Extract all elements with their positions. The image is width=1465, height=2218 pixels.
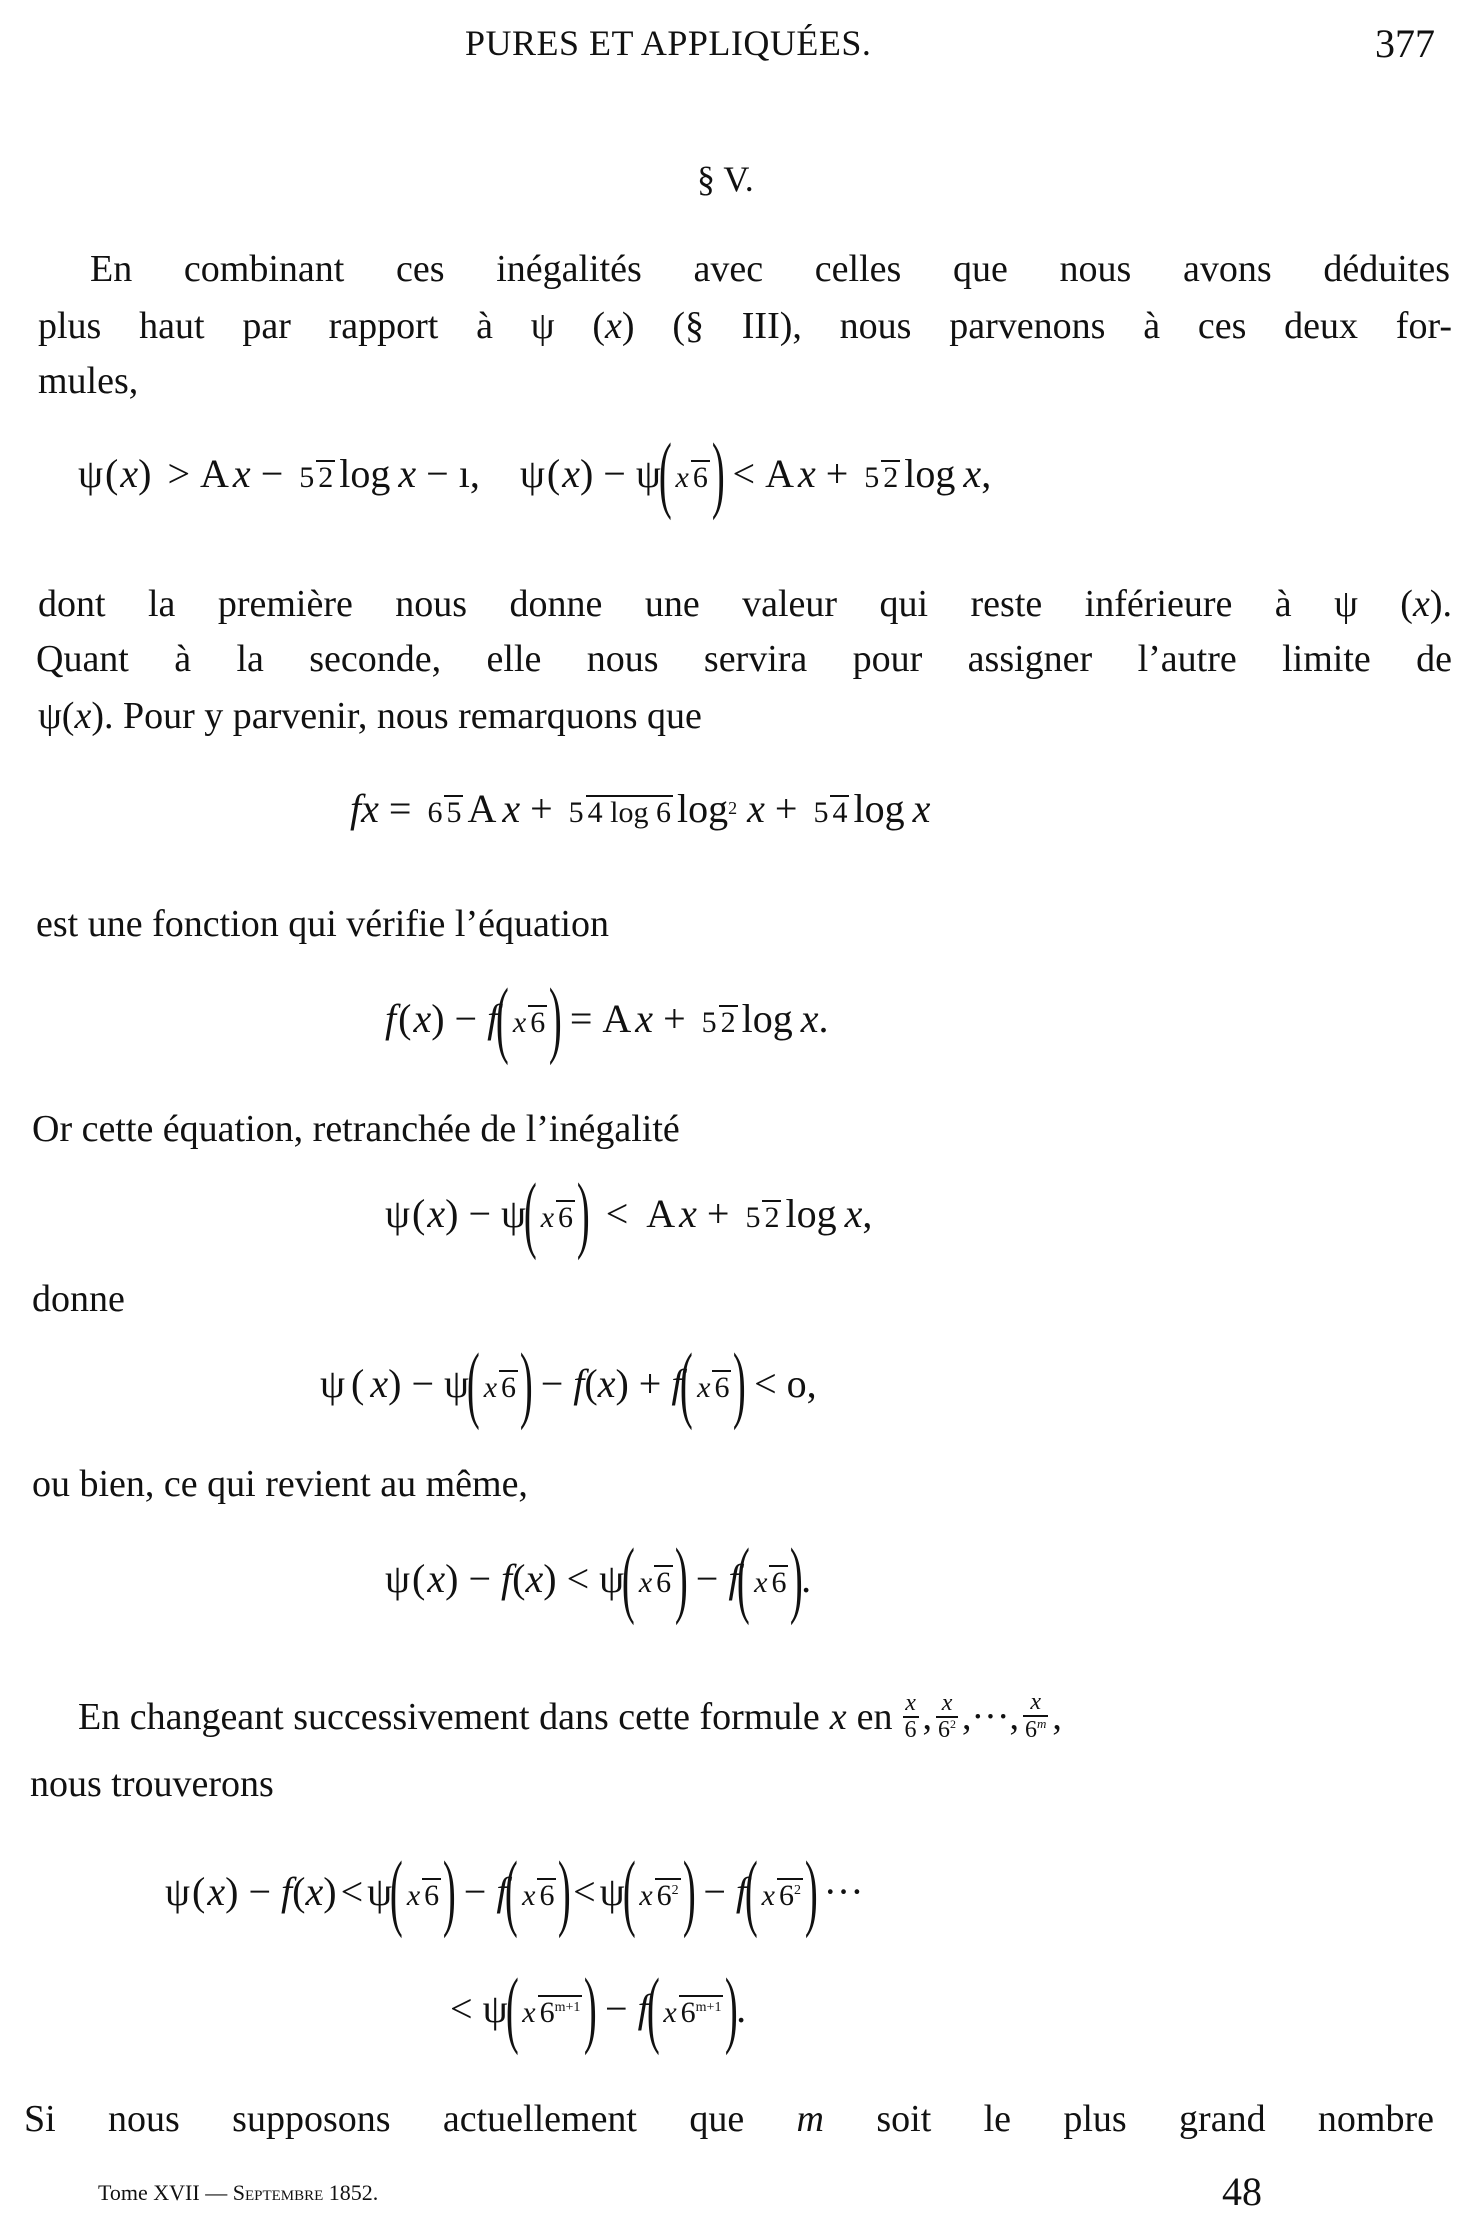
running-title: PURES ET APPLIQUÉES. bbox=[465, 23, 872, 63]
paragraph-line: Or cette équation, retranchée de l’inégalité bbox=[32, 1108, 680, 1150]
paragraph-line: dont la première nous donne une valeur qui reste inférieure à ψ (x). bbox=[38, 583, 1452, 625]
equation-5: ψ ( x ) − ψ ( x 6 ) − f ( x ) + f ( x 6 ) < o , bbox=[320, 1335, 817, 1431]
paragraph-line: ou bien, ce qui revient au même, bbox=[32, 1463, 528, 1505]
equation-6: ψ ( x ) − f ( x ) < ψ ( x 6 ) − f ( x 6 ) . bbox=[385, 1530, 812, 1626]
equation-4: ψ ( x ) − ψ ( x 6 ) < A x + 5 2 log x , bbox=[385, 1165, 873, 1261]
equation-7-line-2: < ψ ( x 6m+1 ) − f ( x 6m+1 ) . bbox=[450, 1960, 747, 2056]
footer-signature-mark: 48 bbox=[1222, 2169, 1262, 2214]
footer-volume-date: Tome XVII — Septembre 1852. bbox=[98, 2180, 379, 2205]
equation-3: f ( x ) − f ( x 6 ) = A x + 5 2 log x . bbox=[385, 970, 829, 1066]
paragraph-line: est une fonction qui vérifie l’équation bbox=[36, 903, 609, 945]
paragraph-line: En combinant ces inégalités avec celles que nous avons déduites bbox=[90, 248, 1450, 290]
paragraph-line: donne bbox=[32, 1278, 125, 1320]
equation-7-line-1: ψ ( x ) − f ( x ) < ψ ( x 6 ) − f ( x 6 ) < ψ ( x 62 ) − f ( x 62 ) ··· bbox=[165, 1843, 864, 1939]
paragraph-line: nous trouverons bbox=[30, 1763, 274, 1805]
equation-1: ψ ( x ) > A x − 5 2 log x − ı , ψ ( x ) − ψ ( x 6 ) < A x + 5 2 log x , bbox=[78, 425, 992, 521]
paragraph-line: mules, bbox=[38, 360, 139, 402]
paragraph-line: En changeant successivement dans cette formule x en $\frac{x}{6}$ , $\frac{x}{6^2}$ ,···, $\frac{x}{6^m}$ , bbox=[78, 1689, 1062, 1744]
paragraph-line: plus haut par rapport à ψ (x) (§ III), nous parvenons à ces deux for- bbox=[38, 305, 1452, 347]
paragraph-line: Si nous supposons actuellement que m soit le plus grand nombre bbox=[24, 2098, 1434, 2140]
section-title: § V. bbox=[697, 159, 754, 199]
paragraph-line: Quant à la seconde, elle nous servira pour assigner l’autre limite de bbox=[36, 638, 1452, 680]
page-number: 377 bbox=[1375, 21, 1435, 66]
equation-2: f x = 6 5 A x + 5 4 log 6 log 2 x + 5 4 log x bbox=[350, 786, 931, 831]
paragraph-line: ψ(x). Pour y parvenir, nous remarquons que bbox=[38, 695, 702, 737]
